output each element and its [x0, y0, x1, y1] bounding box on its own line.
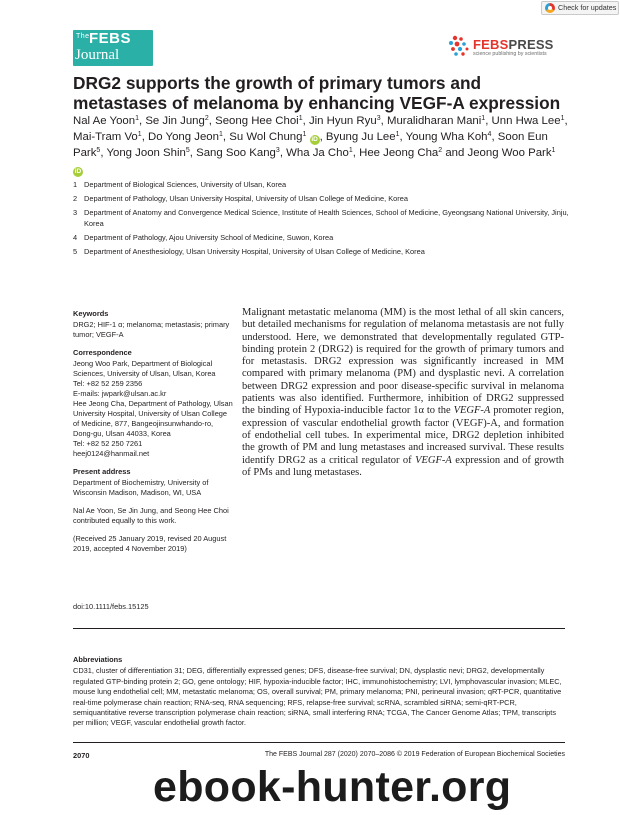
- author-name: Unn Hwa Lee: [491, 115, 561, 127]
- correspondence-address-1: Jeong Woo Park, Department of Biological Sciences, University of Ulsan, Ulsan, Korea: [73, 359, 216, 378]
- correspondence-address-2: Hee Jeong Cha, Department of Pathology, Ulsan University Hospital, University of Ulsan College of Medicine, 877, Bangeojinsunwhando-ro, Dong-gu, Ulsan 44033, Korea: [73, 399, 233, 438]
- author-affiliation-mark: 1: [135, 115, 139, 122]
- affiliation-number: 2: [73, 194, 78, 203]
- affiliation-number: 5: [73, 247, 78, 256]
- author-name: Wha Ja Cho: [286, 147, 349, 159]
- author-name: Hee Jeong Cha: [359, 147, 439, 159]
- keywords-text: DRG2; HIF-1 α; melanoma; metastasis; primary tumor; VEGF-A: [73, 320, 230, 339]
- author-affiliation-mark: 1: [218, 131, 223, 138]
- affiliation-text: Department of Biological Sciences, University of Ulsan, Korea: [84, 180, 287, 189]
- author-affiliation-mark: 1: [137, 131, 142, 138]
- present-address-heading: Present address: [73, 467, 131, 476]
- author-name: Se Jin Jung: [145, 115, 205, 127]
- affiliation-item: [73, 207, 573, 229]
- correspondence-heading: Correspondence: [73, 348, 132, 357]
- present-address-text: Department of Biochemistry, University of Wisconsin Madison, Madison, WI, USA: [73, 478, 209, 497]
- abstract-part-3: expression and of growth of PMs and lung metastases.: [242, 454, 565, 478]
- author-affiliation-mark: 5: [185, 147, 190, 154]
- abbreviations-block: [73, 655, 563, 729]
- author-affiliation-mark: 1: [481, 115, 486, 122]
- orcid-icon[interactable]: iD: [311, 136, 318, 143]
- affiliation-item: [73, 232, 573, 243]
- received-dates: (Received 25 January 2019, revised 20 August 2019, accepted 4 November 2019): [73, 534, 227, 553]
- correspondence-tel-1: Tel: +82 52 259 2356: [73, 379, 143, 388]
- febs-press-tagline: science publishing by scientists: [473, 51, 547, 57]
- author-name: Muralidharan Mani: [386, 115, 482, 127]
- affiliation-number: 3: [73, 208, 78, 217]
- author-affiliation-mark: 3: [376, 115, 381, 122]
- abbreviations-heading: Abbreviations: [73, 655, 123, 664]
- author-name: Soon Eun Park: [73, 131, 548, 159]
- section-divider-bottom: [73, 742, 565, 743]
- check-for-updates-label: Check for updates: [558, 3, 617, 12]
- author-name: Byung Ju Lee: [325, 131, 396, 143]
- check-for-updates-button[interactable]: [541, 1, 619, 15]
- author-name: Do Yong Jeon: [148, 131, 219, 143]
- page-number: 2070: [73, 751, 90, 760]
- affiliation-number: 4: [73, 233, 78, 242]
- crossmark-icon: [545, 3, 555, 13]
- author-affiliation-mark: 1: [560, 115, 565, 122]
- affiliation-text: Department of Anesthesiology, Ulsan University Hospital, University of Ulsan College of Medicine, Korea: [84, 247, 425, 256]
- affiliation-text: Department of Pathology, Ajou University School of Medicine, Suwon, Korea: [84, 233, 334, 242]
- author-name: Sang Soo Kang: [196, 147, 276, 159]
- journal-logo-febs: FEBS: [89, 30, 132, 47]
- author-affiliation-mark: 4: [487, 131, 492, 138]
- author-name: Yong Joon Shin: [106, 147, 186, 159]
- author-affiliation-mark: 3: [275, 147, 280, 154]
- author-affiliation-mark: 1: [348, 147, 353, 154]
- author-list: Nal Ae Yoon$^1$, Se Jin Jung$^2$, Seong Hee Choi$^1$, Jin Hyun Ryu$^3$, Muralidharan Mani$^1$, Unn Hwa Lee$^1$, Mai-Tram Vo$^1$, Do Yong Jeon$^1$, Su Wol Chung$^1$ iD , Byung Ju Lee$^1$, Young Wha Koh$^4$, Soon Eun Park$^5$, Yong Joon Shin$^5$, Sang Soo Kang$^3$, Wha Ja Cho$^1$, Hee Jeong Cha$^2$ and Jeong Woo Park$^1$ iD: [73, 115, 568, 175]
- febs-press-name: [473, 37, 554, 52]
- author-affiliation-mark: 1: [395, 131, 400, 138]
- author-name: Jeong Woo Park: [467, 147, 552, 159]
- author-affiliation-mark: 1: [298, 115, 303, 122]
- affiliation-list: [73, 179, 573, 260]
- equal-contribution-note: Nal Ae Yoon, Se Jin Jung, and Seong Hee Choi contributed equally to this work.: [73, 506, 229, 525]
- abstract-text: [242, 307, 564, 479]
- author-name: Nal Ae Yoon: [73, 115, 136, 127]
- doi-link[interactable]: doi:10.1111/febs.15125: [73, 602, 149, 611]
- author-affiliation-mark: 2: [204, 115, 209, 122]
- abstract-gene-1: VEGF-A: [453, 405, 491, 417]
- affiliation-item: [73, 193, 573, 204]
- affiliation-item: [73, 246, 573, 257]
- journal-logo: [73, 30, 153, 66]
- febs-press-logo: [447, 34, 557, 64]
- section-divider-top: [73, 628, 565, 629]
- press-logo-press: PRESS: [508, 37, 554, 52]
- keywords-heading: Keywords: [73, 309, 109, 318]
- article-title: DRG2 supports the growth of primary tumors and metastases of melanoma by enhancing VEGF-A expression: [73, 73, 561, 113]
- affiliation-text: Department of Anatomy and Convergence Medical Science, Institute of Health Sciences, School of Medicine, Gyeongsang National University, Jinju, Korea: [84, 208, 569, 228]
- correspondence-tel-2: Tel: +82 52 250 7261: [73, 439, 143, 448]
- abstract-part-1: Malignant metastatic melanoma (MM) is the most lethal of all skin cancers, but detailed mechanisms for regulation of melanoma metastasis are not fully understood. Here, we demonstrated that developmentally regulated GTP-binding protein 2 (DRG2) is required for the growth of primary tumors and for metastasis. DRG2 expression was significantly increased in MM compared with primary melanoma (PM) and dysplastic nevi. A correlation between DRG2 expression and poor disease-specific survival in melanoma patients was also identified. Furthermore, inhibition of DRG2 suppressed the binding of Hypoxia-inducible factor 1α to the: [242, 307, 564, 417]
- journal-logo-journal: Journal: [75, 47, 120, 63]
- affiliation-item: [73, 179, 573, 190]
- abbreviations-text: CD31, cluster of differentiation 31; DEG, differentially expressed genes; DFS, disease-free survival; DN, dysplastic nevi; DRG2, developmentally regulated GTP-binding protein 2; GO, gene ontology; HIF, hypoxia-inducible factor; IHC, immunohistochemistry; LVI, lymphovascular invasion; MLEC, mouse lung endothelial cell; MM, metastatic melanoma; OS, overall survival; PM, primary melanoma; PNI, perineural invasion; qRT-PCR, quantitative real-time polymerase chain reaction; RNA-seq, RNA sequencing; RFS, relapse-free survival; scRNA, scrambled siRNA; semi-qRT-PCR, semiquantitative reverse transcription polymerase chain reaction; siRNA, small interfering RNA; TCGA, The Cancer Genome Atlas; TPM, transcripts per million; VEGF, vascular endothelial growth factor.: [73, 666, 562, 728]
- footer-citation: The FEBS Journal 287 (2020) 2070–2086 © 2019 Federation of European Biochemical Societies: [264, 751, 565, 758]
- press-logo-febs: FEBS: [473, 37, 509, 52]
- author-affiliation-mark: 2: [438, 147, 443, 154]
- author-name: Seong Hee Choi: [215, 115, 299, 127]
- journal-logo-the: The: [76, 33, 90, 40]
- watermark: ebook-hunter.org: [153, 763, 512, 811]
- author-name: Jin Hyun Ryu: [308, 115, 377, 127]
- febs-press-dots-icon: [447, 34, 471, 60]
- affiliation-number: 1: [73, 180, 78, 189]
- affiliation-text: Department of Pathology, Ulsan University Hospital, University of Ulsan College of Medicine, Korea: [84, 194, 408, 203]
- author-affiliation-mark: 5: [96, 147, 101, 154]
- author-name: Mai-Tram Vo: [73, 131, 138, 143]
- author-name: Young Wha Koh: [405, 131, 488, 143]
- author-name: Su Wol Chung: [229, 131, 303, 143]
- article-sidebar: [73, 309, 233, 562]
- abstract-gene-2: VEGF-A: [415, 454, 452, 466]
- author-affiliation-mark: 1: [551, 147, 556, 154]
- abstract-part-2: promoter region, expression of vascular endothelial growth factor (VEGF)-A, and formation of endothelial cell tubes. In experimental mice, DRG2 depletion inhibited the growth of PM and lung metastases and increased survival. These results identify DRG2 as a critical regulator of: [242, 405, 565, 466]
- correspondence-email-2[interactable]: heej0124@hanmail.net: [73, 449, 150, 458]
- orcid-icon[interactable]: iD: [74, 168, 82, 175]
- author-and: and: [445, 147, 465, 159]
- author-affiliation-mark: 1: [302, 131, 307, 138]
- correspondence-email-1[interactable]: E-mails: jwpark@ulsan.ac.kr: [73, 389, 167, 398]
